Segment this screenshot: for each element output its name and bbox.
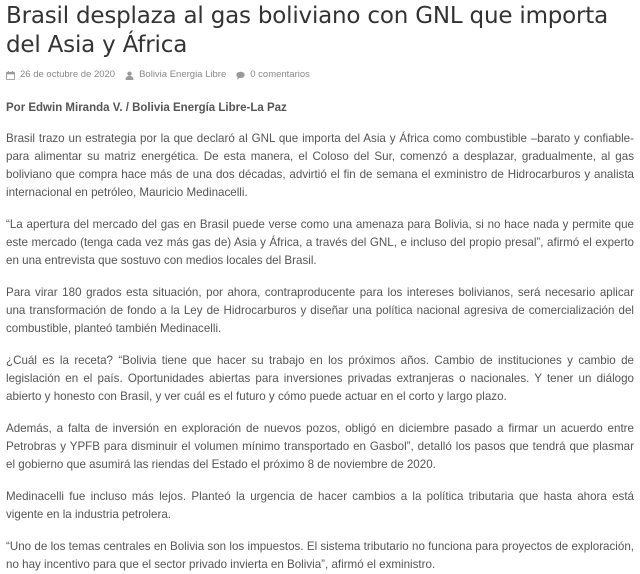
- article-title: Brasil desplaza al gas boliviano con GNL que importa del Asia y África: [6, 3, 609, 58]
- article-paragraph: ¿Cuál es la receta? “Bolivia tiene que hacer su trabajo en los próximos años. Cambio de instituciones y cambio de legislación en el país. Oportunidades abiertas para inversiones privadas extranjeras o nacionales. Y tener un diálogo abierto y honesto con Brasil, y ver cuál es el futuro y cómo puede actuar en el corto y largo plazo.: [6, 354, 634, 403]
- post-comments-text: 0 comentarios: [250, 69, 310, 80]
- article-byline: Por Edwin Miranda V. / Bolivia Energía Libre-La Paz: [6, 102, 287, 114]
- article-paragraph: Medinacelli fue incluso más lejos. Planteó la urgencia de hacer cambios a la política tributaria que hasta ahora está vigente en la industria petrolera.: [6, 490, 634, 521]
- comment-icon: [236, 71, 245, 80]
- article-paragraph: “Uno de los temas centrales en Bolivia son los impuestos. El sistema tributario no funciona para proyectos de exploración, no hay incentivo para que el sector privado invierta en Bolivia”, afirmó el exministro.: [6, 540, 634, 571]
- post-meta: [6, 68, 634, 82]
- post-author[interactable]: [125, 68, 226, 82]
- post-date[interactable]: [6, 68, 115, 82]
- article-paragraph: Además, a falta de inversión en exploración de nuevos pozos, obligó en diciembre pasado a firmar un acuerdo entre Petrobras y YPFB para disminuir el volumen mínimo transportado en Gasbol”, detalló los pasos que tendrá que plasmar el gobierno que asumirá las riendas del Estado el próximo 8 de noviembre de 2020.: [6, 422, 634, 471]
- article: [6, 0, 634, 574]
- post-comments[interactable]: [236, 68, 310, 82]
- calendar-icon: [6, 71, 15, 80]
- article-paragraph: Para virar 180 grados esta situación, por ahora, contraproducente para los intereses bolivianos, será necesario aplicar una transformación de fondo a la Ley de Hidrocarburos y diseñar una política nacional agresiva de comercialización del combustible, planteó también Medinacelli.: [6, 286, 634, 335]
- post-date-text: 26 de octubre de 2020: [20, 69, 116, 80]
- user-icon: [125, 71, 134, 80]
- post-author-text: Bolivia Energia Libre: [139, 69, 227, 80]
- article-paragraph: Brasil trazo un estrategia por la que declaró al GNL que importa del Asia y África como combustible –barato y confiable- para alimentar su matriz energética. De esta manera, el Coloso del Sur, comenzó a desplazar, gradualmente, al gas boliviano que compra hace más de una dos décadas, advirtió el fin de semana el exministro de Hidrocarburos y analista internacional en petróleo, Mauricio Medinacelli.: [6, 132, 634, 199]
- article-paragraph: “La apertura del mercado del gas en Brasil puede verse como una amenaza para Bolivia, si no hace nada y permite que este mercado (tenga cada vez más gas de) Asia y África, a través del GNL, e incluso del propio presal”, afirmó el experto en una entrevista que sostuvo con medios locales del Brasil.: [6, 218, 634, 267]
